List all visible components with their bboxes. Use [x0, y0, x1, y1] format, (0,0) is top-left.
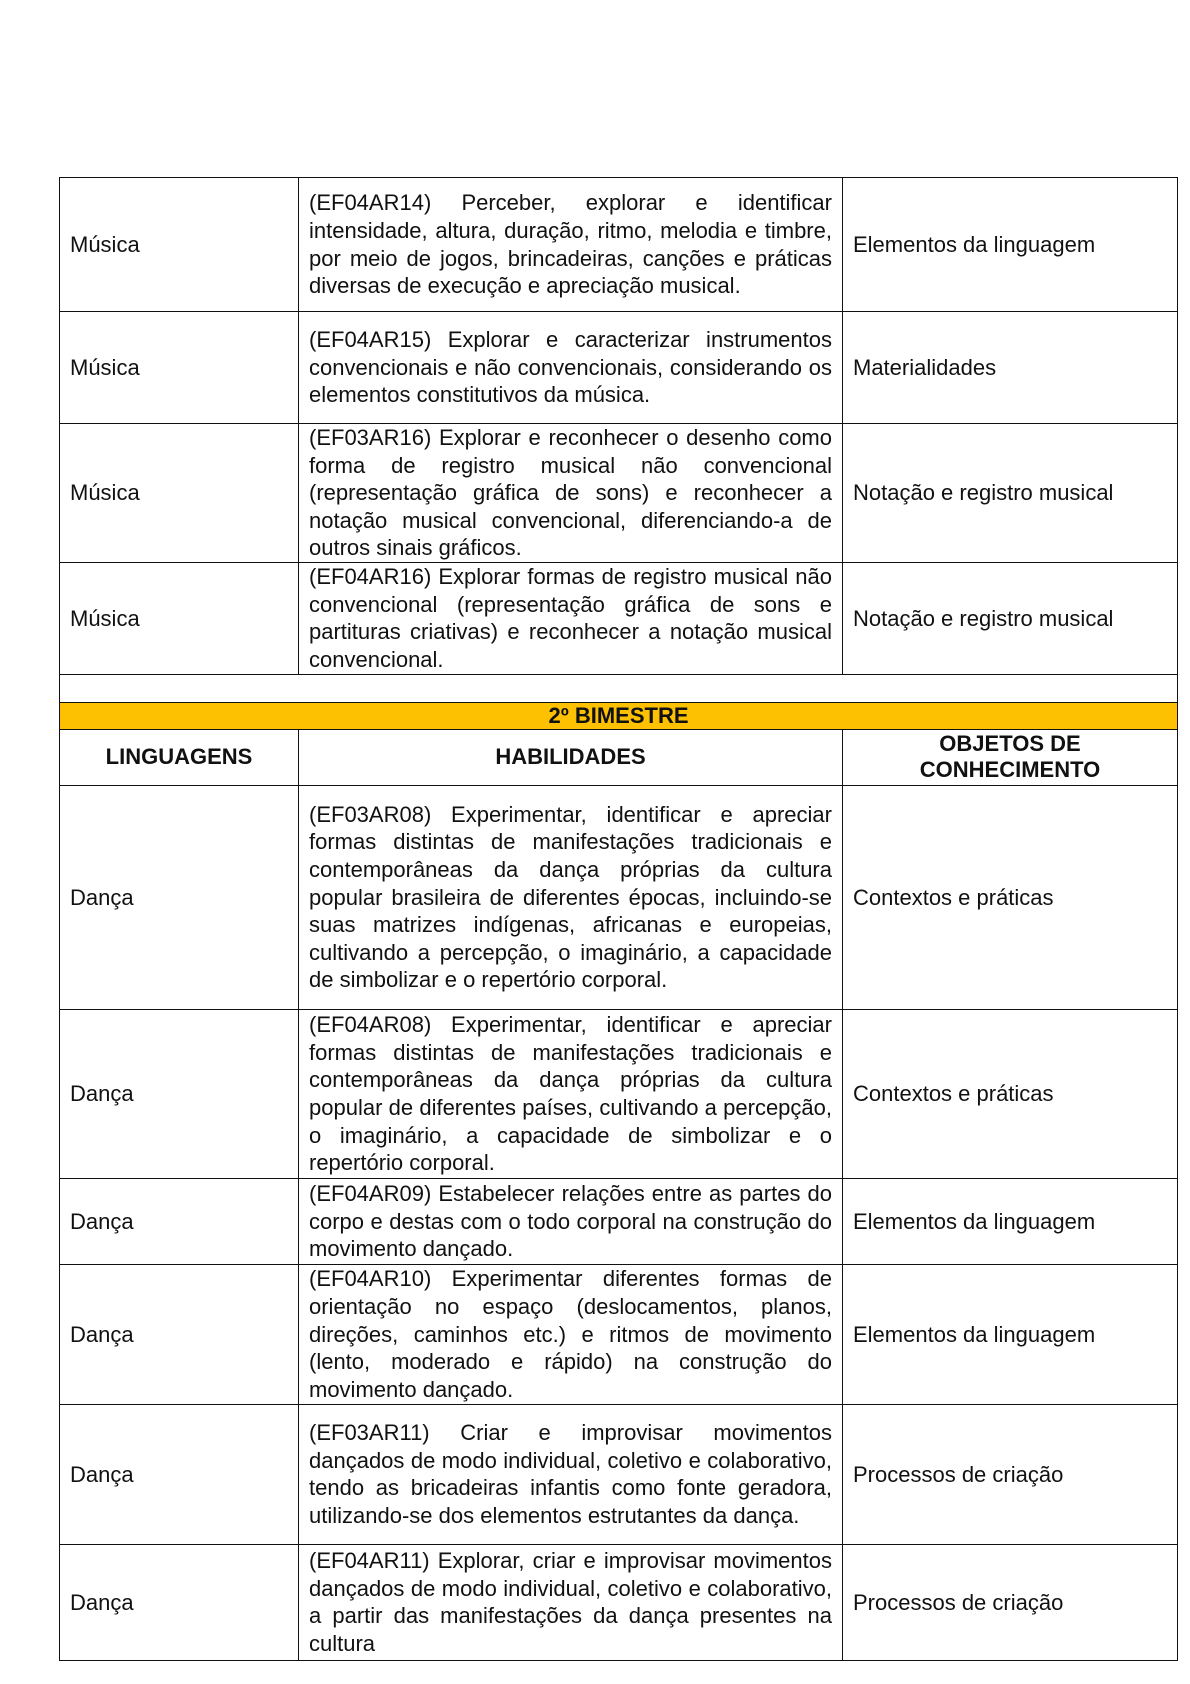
habilidade-cell: (EF03AR16) Explorar e reconhecer o desenho como forma de registro musical não convencional (representação gráfica de sons) e reconhecer a notação musical convencional, diferenciando-a de outros sinais gráficos.	[299, 424, 843, 563]
linguagem-cell: Música	[60, 424, 299, 563]
objeto-cell: Elementos da linguagem	[843, 1264, 1178, 1404]
table-row	[60, 1178, 1178, 1264]
linguagem-cell: Música	[60, 312, 299, 424]
table-row	[60, 562, 1178, 674]
curriculum-table	[59, 177, 1178, 1661]
section-band	[60, 702, 1178, 729]
linguagem-cell: Dança	[60, 1544, 299, 1660]
objeto-cell: Contextos e práticas	[843, 1009, 1178, 1178]
habilidade-cell: (EF04AR10) Experimentar diferentes formas de orientação no espaço (deslocamentos, planos, direções, caminhos etc.) e ritmos de movimento (lento, moderado e rápido) na construção do movimento dançado.	[299, 1264, 843, 1404]
objeto-cell: Contextos e práticas	[843, 785, 1178, 1009]
header-habilidades: HABILIDADES	[299, 729, 843, 785]
table-row	[60, 1009, 1178, 1178]
objeto-cell: Notação e registro musical	[843, 424, 1178, 563]
linguagem-cell: Dança	[60, 1178, 299, 1264]
linguagem-cell: Dança	[60, 1264, 299, 1404]
linguagem-cell: Dança	[60, 1404, 299, 1544]
objeto-cell: Processos de criação	[843, 1544, 1178, 1660]
habilidade-cell: (EF04AR15) Explorar e caracterizar instrumentos convencionais e não convencionais, considerando os elementos constitutivos da música.	[299, 312, 843, 424]
habilidade-cell: (EF04AR08) Experimentar, identificar e apreciar formas distintas de manifestações tradicionais e contemporâneas da dança próprias da cultura popular de diferentes países, cultivando a percepção, o imaginário, a capacidade de simbolizar e o repertório corporal.	[299, 1009, 843, 1178]
habilidade-cell: (EF03AR11) Criar e improvisar movimentos dançados de modo individual, coletivo e colaborativo, tendo as bricadeiras infantis como fonte geradora, utilizando-se dos elementos estrutantes da dança.	[299, 1404, 843, 1544]
linguagem-cell: Música	[60, 178, 299, 312]
header-linguagens: LINGUAGENS	[60, 729, 299, 785]
objeto-cell: Notação e registro musical	[843, 562, 1178, 674]
linguagem-cell: Dança	[60, 785, 299, 1009]
habilidade-cell: (EF04AR11) Explorar, criar e improvisar movimentos dançados de modo individual, coletivo e colaborativo, a partir das manifestações da dança presentes na cultura	[299, 1544, 843, 1660]
header-row	[60, 729, 1178, 785]
objeto-cell: Elementos da linguagem	[843, 1178, 1178, 1264]
linguagem-cell: Dança	[60, 1009, 299, 1178]
habilidade-cell: (EF03AR08) Experimentar, identificar e apreciar formas distintas de manifestações tradicionais e contemporâneas da dança próprias da cultura popular brasileira de diferentes épocas, incluindo-se suas matrizes indígenas, africanas e europeias, cultivando a percepção, o imaginário, a capacidade de simbolizar e o repertório corporal.	[299, 785, 843, 1009]
objeto-cell: Materialidades	[843, 312, 1178, 424]
section-title: 2º BIMESTRE	[60, 702, 1178, 729]
habilidade-cell: (EF04AR16) Explorar formas de registro musical não convencional (representação gráfica de sons e partituras criativas) e reconhecer a notação musical convencional.	[299, 562, 843, 674]
table-row	[60, 178, 1178, 312]
table-row	[60, 1264, 1178, 1404]
header-objetos: OBJETOS DE CONHECIMENTO	[843, 729, 1178, 785]
objeto-cell: Processos de criação	[843, 1404, 1178, 1544]
table-row	[60, 1404, 1178, 1544]
spacer-row	[60, 674, 1178, 702]
habilidade-cell: (EF04AR14) Perceber, explorar e identificar intensidade, altura, duração, ritmo, melodia e timbre, por meio de jogos, brincadeiras, canções e práticas diversas de execução e apreciação musical.	[299, 178, 843, 312]
table-row	[60, 312, 1178, 424]
objeto-cell: Elementos da linguagem	[843, 178, 1178, 312]
linguagem-cell: Música	[60, 562, 299, 674]
spacer-cell	[60, 674, 1178, 702]
table-row	[60, 785, 1178, 1009]
table-row	[60, 1544, 1178, 1660]
habilidade-cell: (EF04AR09) Estabelecer relações entre as partes do corpo e destas com o todo corporal na construção do movimento dançado.	[299, 1178, 843, 1264]
table-row	[60, 424, 1178, 563]
